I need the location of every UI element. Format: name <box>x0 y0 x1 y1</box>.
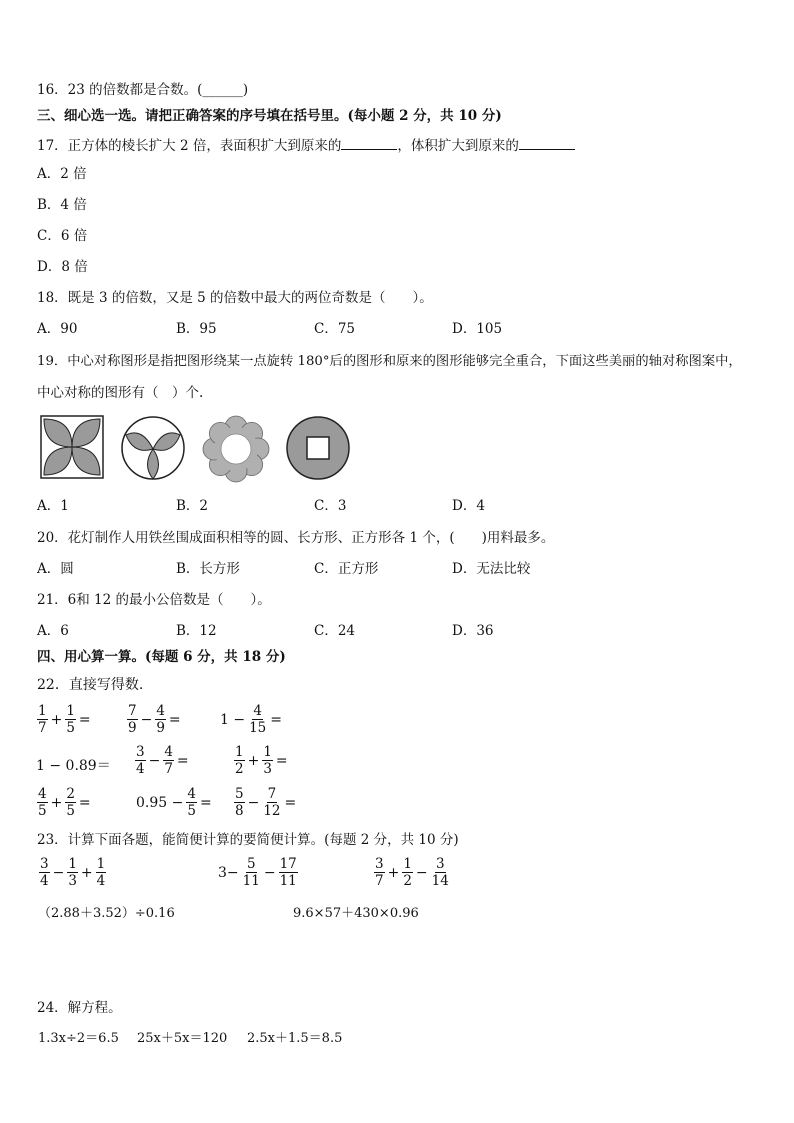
q20-option-a[interactable]: A．圆 <box>37 561 74 577</box>
q17-option-d[interactable]: D．8 倍 <box>37 259 88 275</box>
q22-expression-5: $\frac{3}{4}$ − $\frac{4}{7}$ = <box>136 744 189 778</box>
q22-expression-7: $\frac{4}{5}$ + $\frac{2}{5}$ = <box>38 786 91 820</box>
fraction: $\frac{4}{5}$ <box>187 786 196 820</box>
question-20-stem: 20．花灯制作人用铁丝围成面积相等的圆、长方形、正方形各 1 个，( )用料最多。 <box>37 530 555 546</box>
q23-expression-4: （2.88＋3.52）÷0.16 <box>38 906 175 921</box>
question-23-stem: 23．计算下面各题，能简便计算的要简便计算。(每题 2 分，共 10 分) <box>37 832 459 848</box>
q17-option-b[interactable]: B．4 倍 <box>37 197 87 213</box>
q24-equation-1: 1.3x÷2＝6.5 <box>38 1031 119 1046</box>
q23-expression-3: $\frac{3}{7}$ + $\frac{1}{2}$ − $\frac{3}{14}$ <box>375 856 449 890</box>
q18-option-b[interactable]: B．95 <box>176 321 217 337</box>
q21-option-c[interactable]: C．24 <box>314 623 356 639</box>
fraction: $\frac{1}{3}$ <box>263 744 272 778</box>
q23-expression-5: 9.6×57＋430×0.96 <box>293 906 419 921</box>
q23-expression-2: 3− $\frac{5}{11}$ − $\frac{17}{11}$ <box>218 856 297 890</box>
q21-option-b[interactable]: B．12 <box>176 623 217 639</box>
q18-option-a[interactable]: A．90 <box>37 321 78 337</box>
q17-stem-part-a: 17．正方体的棱长扩大 2 倍，表面积扩大到原来的 <box>37 138 342 154</box>
fraction: $\frac{1}{3}$ <box>68 856 77 890</box>
figure-coin-square-hole <box>285 415 351 481</box>
q17-option-a[interactable]: A．2 倍 <box>37 166 87 182</box>
fraction: $\frac{7}{12}$ <box>263 786 281 820</box>
fraction: $\frac{1}{4}$ <box>96 856 106 890</box>
q19-option-b[interactable]: B．2 <box>176 498 209 514</box>
q23-expression-1: $\frac{3}{4}$ − $\frac{1}{3}$ + $\frac{1}{4}$ <box>40 856 106 890</box>
fraction: $\frac{3}{7}$ <box>375 856 384 890</box>
fraction: $\frac{4}{15}$ <box>249 703 267 737</box>
q24-equation-3: 2.5x＋1.5＝8.5 <box>247 1031 343 1046</box>
q20-option-c[interactable]: C．正方形 <box>314 561 379 577</box>
fraction: $\frac{4}{7}$ <box>164 744 173 778</box>
q19-option-d[interactable]: D．4 <box>452 498 485 514</box>
q22-expression-4: 1 − 0.89＝ <box>36 758 111 774</box>
q22-expression-2: $\frac{7}{9}$ − $\frac{4}{9}$ = <box>128 703 181 737</box>
q20-option-d[interactable]: D．无法比较 <box>452 561 531 577</box>
q24-equation-2: 25x＋5x＝120 <box>137 1031 228 1046</box>
fraction: $\frac{2}{5}$ <box>66 786 75 820</box>
q21-option-a[interactable]: A．6 <box>37 623 69 639</box>
fraction: $\frac{7}{9}$ <box>128 703 137 737</box>
fraction: $\frac{3}{14}$ <box>431 856 449 890</box>
fraction: $\frac{5}{8}$ <box>235 786 244 820</box>
question-18-stem: 18．既是 3 的倍数，又是 5 的倍数中最大的两位奇数是（ ）。 <box>37 290 433 306</box>
question-21-stem: 21．6和 12 的最小公倍数是（ ）。 <box>37 592 271 608</box>
q19-option-c[interactable]: C．3 <box>314 498 347 514</box>
q22-expression-9: $\frac{5}{8}$ − $\frac{7}{12}$ = <box>235 786 297 820</box>
figure-circle-three-petals <box>120 415 186 481</box>
question-16: 16．23 的倍数都是合数。(______) <box>37 82 249 98</box>
figure-flower-ring <box>202 415 270 483</box>
q17-blank-1[interactable] <box>341 137 397 150</box>
q18-option-d[interactable]: D．105 <box>452 321 503 337</box>
fraction: $\frac{1}{2}$ <box>235 744 244 778</box>
fraction: $\frac{3}{4}$ <box>136 744 145 778</box>
fraction: $\frac{1}{2}$ <box>403 856 412 890</box>
q20-option-b[interactable]: B．长方形 <box>176 561 240 577</box>
question-19-stem-line-1: 19．中心对称图形是指把图形绕某一点旋转 180°后的图形和原来的图形能够完全重合，下面这些美丽的轴对称图案中， <box>37 354 742 369</box>
fraction: $\frac{5}{11}$ <box>242 856 260 890</box>
q18-option-c[interactable]: C．75 <box>314 321 356 337</box>
question-19-stem-line-2: 中心对称的图形有（ ）个. <box>37 385 204 401</box>
q22-expression-3: 1 − $\frac{4}{15}$ = <box>220 703 283 737</box>
question-17-stem <box>37 137 575 154</box>
question-22-stem: 22．直接写得数. <box>37 677 144 693</box>
fraction: $\frac{1}{5}$ <box>66 703 75 737</box>
fraction: $\frac{17}{11}$ <box>279 856 297 890</box>
q22-expression-8: 0.95 − $\frac{4}{5}$ = <box>136 786 212 820</box>
fraction: $\frac{4}{9}$ <box>156 703 165 737</box>
fraction: $\frac{4}{5}$ <box>38 786 47 820</box>
section-4-heading: 四、用心算一算。(每题 6 分，共 18 分) <box>37 649 286 665</box>
fraction: $\frac{3}{4}$ <box>40 856 49 890</box>
q21-option-d[interactable]: D．36 <box>452 623 494 639</box>
q22-expression-6: $\frac{1}{2}$ + $\frac{1}{3}$ = <box>235 744 288 778</box>
q19-option-a[interactable]: A．1 <box>37 498 69 514</box>
q17-stem-part-b: ，体积扩大到原来的 <box>397 138 519 154</box>
question-24-stem: 24．解方程。 <box>37 1000 122 1016</box>
q22-expression-1: $\frac{1}{7}$ + $\frac{1}{5}$ = <box>38 703 91 737</box>
section-3-heading: 三、细心选一选。请把正确答案的序号填在括号里。(每小题 2 分，共 10 分) <box>37 108 502 124</box>
q17-blank-2[interactable] <box>519 137 575 150</box>
q17-option-c[interactable]: C．6 倍 <box>37 228 88 244</box>
figure-square-petals <box>40 415 104 479</box>
fraction: $\frac{1}{7}$ <box>38 703 47 737</box>
